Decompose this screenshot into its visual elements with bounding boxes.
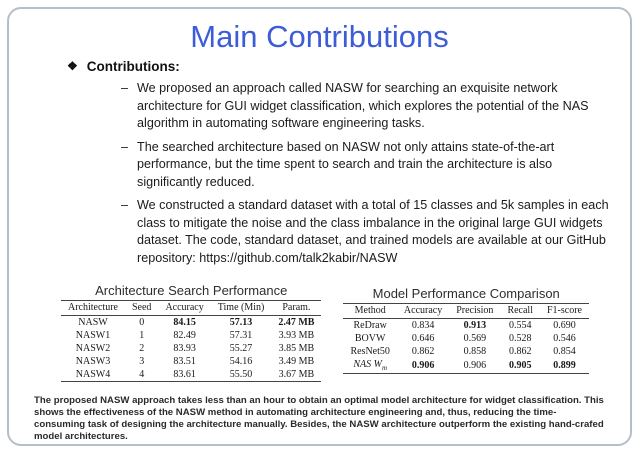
diamond-bullet-icon: ❖: [67, 59, 78, 73]
bullet-text: The searched architecture based on NASW not only attains state-of-the-art performance, but the time spent to search and train the architecture is also significantly reduced.: [137, 139, 555, 189]
table-cell: 0.854: [553, 346, 576, 357]
table-row: [343, 319, 589, 333]
bullet-item: [121, 80, 618, 133]
table-cell: 0.858: [463, 346, 487, 357]
table-cell: 0.528: [508, 333, 532, 344]
model-performance-comparison-title: Model Performance Comparison: [372, 286, 560, 301]
column-header: Method: [354, 305, 386, 316]
contributions-bullet-list: [121, 80, 618, 267]
bullet-item: [121, 197, 618, 267]
table-cell: 3.67 MB: [278, 369, 315, 380]
table-cell: 55.50: [229, 369, 253, 380]
table-cell: 82.49: [173, 330, 196, 341]
column-header: Accuracy: [403, 305, 443, 316]
table-cell: 0.546: [553, 333, 576, 344]
table-cell: ReDraw: [353, 320, 387, 331]
table-cell: 0.906: [463, 360, 487, 371]
table-cell: 0.913: [463, 320, 487, 331]
slide-title: Main Contributions: [190, 19, 449, 54]
table-cell: 0.862: [411, 346, 435, 357]
table-cell: BOVW: [354, 333, 386, 344]
footer-note: The proposed NASW approach takes less than an hour to obtain an optimal model architecture for widget classification. This shows the effectiveness of the NASW method in automating architecture engineering and, thus, reducing the time-consuming task of designing the architecture manually. Besides, the NASW architecture outperform the existing hand-crafed model architectures.: [34, 395, 604, 442]
table-cell: 83.93: [173, 343, 196, 354]
architecture-search-performance-title: Architecture Search Performance: [95, 283, 288, 298]
table-cell: 0.554: [508, 320, 532, 331]
table-cell: NASW2: [75, 343, 111, 354]
contributions-heading-label: Contributions:: [86, 59, 180, 74]
tables-row: [61, 283, 630, 382]
table-row: [61, 355, 321, 368]
table-cell: 0.862: [508, 346, 532, 357]
architecture-search-performance-table: [61, 300, 321, 382]
table-row: [61, 316, 321, 330]
table-cell: NAS $W_m$: [353, 359, 388, 372]
table-cell: 0.569: [463, 333, 487, 344]
dash-marker: –: [121, 198, 129, 212]
table-cell: 0.905: [508, 360, 532, 371]
bullet-item: [121, 139, 618, 192]
table-cell: 0.646: [411, 333, 435, 344]
table-cell: 3.85 MB: [278, 343, 315, 354]
table-cell: 3.49 MB: [278, 356, 315, 367]
table-cell: ResNet50: [350, 346, 390, 357]
table-cell: 57.13: [229, 317, 253, 328]
table-row: [61, 329, 321, 342]
bullet-text: We proposed an approach called NASW for searching an exquisite network architecture for GUI widget classification, which explores the potential of the NAS algorithm in automating software engineering tasks.: [137, 81, 589, 130]
table-cell: 57.31: [229, 330, 253, 341]
table-cell: 55.27: [229, 343, 253, 354]
table-cell: NASW3: [75, 356, 111, 367]
table-cell: NASW4: [75, 369, 111, 380]
table-cell: 0.906: [411, 360, 435, 371]
table-cell: 54.16: [229, 356, 253, 367]
bullet-text: We constructed a standard dataset with a total of 15 classes and 5k samples in each class to mitigate the noise and the class imbalance in the original large GUI widgets dataset. The code, standard dataset, and trained models are available at our GitHub repository: https://github.com/talk2kabir/NASW: [137, 198, 609, 265]
column-header: Accuracy: [165, 302, 204, 313]
header-row: [61, 301, 321, 316]
column-header: Architecture: [68, 302, 118, 313]
table-row: [343, 358, 589, 374]
table-cell: 0.899: [553, 360, 576, 371]
table-cell: 0.834: [411, 320, 435, 331]
header-row: [343, 304, 589, 319]
slide: [7, 7, 632, 446]
column-header: F1-score: [546, 305, 582, 316]
table-cell: 84.15: [173, 317, 196, 328]
table-cell: 0.690: [553, 320, 576, 331]
architecture-search-performance-block: [61, 283, 321, 382]
table-cell: NASW: [78, 317, 108, 328]
dash-marker: –: [121, 139, 129, 154]
table-row: [61, 342, 321, 355]
model-performance-comparison-table: [343, 303, 589, 374]
dash-marker: –: [121, 81, 129, 95]
table-cell: 4: [139, 369, 145, 380]
table-cell: 3.93 MB: [278, 330, 315, 341]
column-header: Time (Min): [217, 302, 265, 313]
table-cell: 1: [139, 330, 145, 341]
column-header: Precision: [456, 305, 494, 316]
table-row: [61, 368, 321, 382]
contributions-heading: [67, 59, 630, 74]
column-header: Recall: [507, 305, 533, 316]
table-row: [343, 332, 589, 345]
table-cell: 2.47 MB: [278, 317, 315, 328]
column-header: Param.: [282, 302, 311, 313]
table-cell: 83.61: [173, 369, 196, 380]
model-performance-comparison-block: [343, 283, 589, 374]
table-row: [343, 345, 589, 358]
table-cell: 2: [139, 343, 145, 354]
table-cell: 0: [139, 317, 145, 328]
table-cell: NASW1: [75, 330, 111, 341]
column-header: Seed: [131, 302, 152, 313]
table-cell: 3: [139, 356, 145, 367]
table-cell: 83.51: [173, 356, 196, 367]
